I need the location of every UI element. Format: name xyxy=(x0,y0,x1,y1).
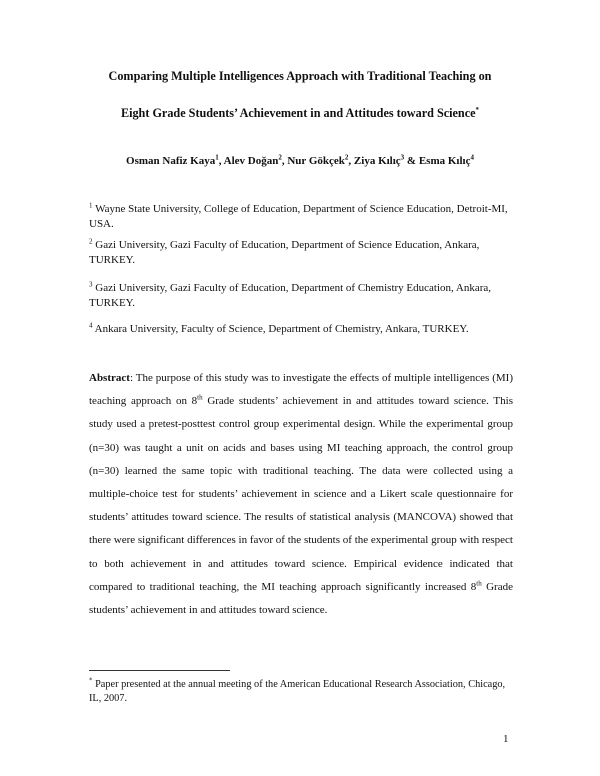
author-name: Osman Nafiz Kaya xyxy=(126,155,216,167)
footnote-mark: * xyxy=(89,676,93,685)
title-line-2 xyxy=(60,106,540,120)
affiliation-number: 2 xyxy=(89,237,93,246)
affiliation xyxy=(89,238,519,268)
author-name: Alev Doğan xyxy=(223,155,279,167)
author-separator: , xyxy=(281,155,288,167)
author-affiliation-mark: 2 xyxy=(344,153,349,162)
author-name: Ziya Kılıç xyxy=(353,155,401,167)
author-affiliation-mark: 3 xyxy=(400,153,405,162)
author-list xyxy=(60,154,540,168)
abstract-text: Grade students’ achievement in and attitudes toward science. xyxy=(89,580,513,617)
ordinal-superscript: th xyxy=(197,393,203,402)
abstract-label: Abstract xyxy=(89,372,130,384)
title-line-2-text: Eight Grade Students’ Achievement in and Attitudes toward Science xyxy=(120,106,476,120)
affiliation-number: 4 xyxy=(89,321,93,330)
footnote-rule xyxy=(89,670,230,671)
author-separator: & xyxy=(404,155,419,167)
abstract-text: Grade students’ achievement in and attitudes toward science. This study used a pretest-posttest control group experimental design. While the experimental group (n=30) was taught a unit on acids and bases using MI teaching approach, the control group (n=30) learned the same topic with traditional teaching. The data were collected using a multiple-choice test for students’ achievement in science and a Likert scale questionnaire for students’ attitudes toward science. The results of statistical analysis (MANCOVA) showed that there were significant differences in favor of the students of the experimental group with respect to both achievement in and attitudes toward science. Empirical evidence indicated that compared to traditional teaching, the MI teaching approach significantly increased 8 xyxy=(89,395,513,593)
affiliation-text: Gazi University, Gazi Faculty of Education, Department of Science Education, Ankara, TURKEY. xyxy=(89,239,480,266)
title-line-1: Comparing Multiple Intelligences Approach with Traditional Teaching on xyxy=(108,69,492,83)
affiliation xyxy=(89,202,519,232)
affiliation-text: Gazi University, Gazi Faculty of Education, Department of Chemistry Education, Ankara, TURKEY. xyxy=(89,282,492,309)
affiliation-text: Ankara University, Faculty of Science, Department of Chemistry, Ankara, TURKEY. xyxy=(94,323,469,335)
affiliation-number: 1 xyxy=(89,201,93,210)
footnote-text: Paper presented at the annual meeting of the American Educational Research Association, Chicago, IL, 2007. xyxy=(89,679,506,704)
author-affiliation-mark: 4 xyxy=(470,153,474,162)
author-name: Esma Kılıç xyxy=(418,155,471,167)
abstract-text: : The purpose of this study was to investigate the effects of multiple intelligences (MI) teaching approach on 8 xyxy=(89,372,513,408)
page-number: 1 xyxy=(503,733,509,745)
affiliation-number: 3 xyxy=(89,280,93,289)
affiliation xyxy=(89,281,519,311)
author-separator: , xyxy=(218,155,224,167)
abstract xyxy=(89,367,513,622)
footnote xyxy=(89,678,509,706)
affiliation-text: Wayne State University, College of Education, Department of Science Education, Detroit-MI, USA. xyxy=(89,203,508,230)
author-separator: , xyxy=(348,155,354,167)
ordinal-superscript: th xyxy=(476,579,482,588)
author-name: Nur Gökçek xyxy=(287,155,345,167)
affiliation xyxy=(89,322,519,337)
author-affiliation-mark: 2 xyxy=(278,153,282,162)
author-affiliation-mark: 1 xyxy=(215,153,219,162)
title-footnote-mark: * xyxy=(475,105,480,114)
